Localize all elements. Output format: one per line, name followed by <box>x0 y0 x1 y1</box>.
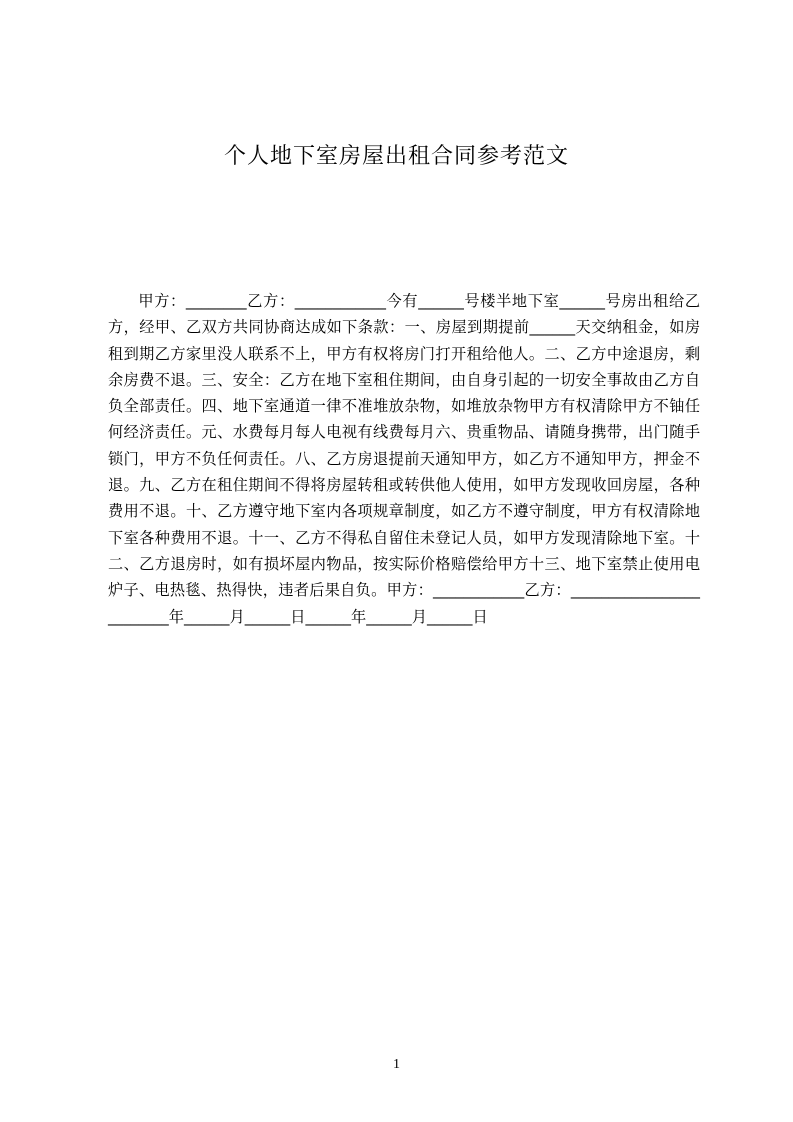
contract-body-paragraph: 甲方：________乙方：____________今有______号楼半地下室______号房出租给乙方，经甲、乙双方共同协商达成如下条款：一、房屋到期提前______天交纳租金，如房租到期乙方家里没人联系不上，甲方有权将房门打开租给他人。二、乙方中途退房，剩余房费不退。三、安全：乙方在地下室租住期间，由自身引起的一切安全事故由乙方自负全部责任。四、地下室通道一律不准堆放杂物，如堆放杂物甲方有权清除甲方不铀任何经济责任。元、水费每月每人电视有线费每月六、贵重物品、请随身携带，出门随手锁门，甲方不负任何责任。八、乙方房退提前天通知甲方，如乙方不通知甲方，押金不退。九、乙方在租住期间不得将房屋转租或转供他人使用，如甲方发现收回房屋，各种费用不退。十、乙方遵守地下室内各项规章制度，如乙方不遵守制度，甲方有权清除地下室各种费用不退。十一、乙方不得私自留住未登记人员，如甲方发现清除地下室。十二、乙方退房时，如有损坏屋内物品，按实际价格赔偿给甲方十三、地下室禁止使用电炉子、电热毯、热得快，违者后果自负。甲方：____________乙方：_________________________年______月______日______年______月______日 <box>108 292 700 626</box>
document-title: 个人地下室房屋出租合同参考范文 <box>223 144 569 169</box>
page-number: 1 <box>393 1057 400 1072</box>
